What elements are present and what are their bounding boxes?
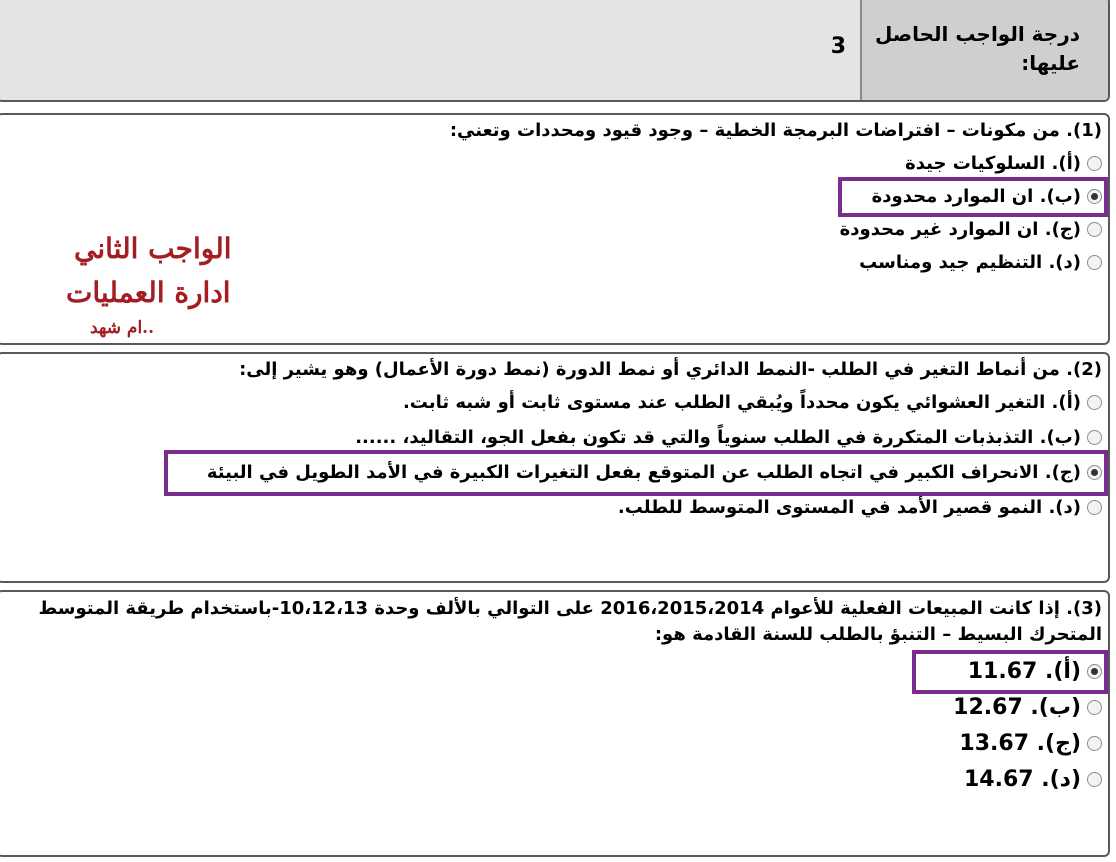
radio-button[interactable] (1087, 156, 1102, 171)
radio-button[interactable] (1087, 700, 1102, 715)
answer-option-c[interactable] (838, 214, 1102, 244)
option-label: (د). التنظيم جيد ومناسب (859, 251, 1081, 273)
watermark-title: الواجب الثاني (74, 232, 232, 265)
question-text: (3). إذا كانت المبيعات الفعلية للأعوام 2016،2015،2014 على التوالي بالألف وحدة 10،12،13-باستخدام طريقة المتوسط المتحرك البسيط – التنبؤ بالطلب للسنة القادمة هو: (38, 598, 1102, 645)
grade-label: درجة الواجب الحاصل عليها: (860, 0, 1108, 100)
answer-option-a[interactable] (401, 387, 1102, 417)
option-label: (ج). 13.67 (959, 730, 1081, 756)
grade-value: 3 (830, 34, 846, 59)
option-label: (أ). السلوكيات جيدة (905, 152, 1081, 174)
radio-button[interactable] (1087, 222, 1102, 237)
answer-option-b[interactable] (951, 692, 1102, 722)
answer-option-c[interactable] (957, 728, 1102, 758)
question-text: (2). من أنماط التغير في الطلب -النمط الدائري أو نمط الدورة (نمط دورة الأعمال) وهو يشير إلى: (239, 359, 1102, 380)
option-label: (ج). الانحراف الكبير في اتجاه الطلب عن المتوقع بفعل التغيرات الكبيرة في الأمد الطويل في البيئة (206, 461, 1081, 483)
option-label: (ج). ان الموارد غير محدودة (839, 218, 1081, 240)
answer-option-b[interactable] (870, 181, 1102, 211)
watermark-subtitle: ادارة العمليات (66, 276, 231, 309)
radio-button[interactable] (1087, 395, 1102, 410)
answer-option-a[interactable] (903, 148, 1102, 178)
radio-button[interactable] (1087, 189, 1102, 204)
question-card-3 (0, 590, 1110, 857)
radio-button[interactable] (1087, 772, 1102, 787)
option-label: (د). 14.67 (963, 766, 1081, 792)
answer-option-d[interactable] (616, 492, 1102, 522)
option-label: (أ). 11.67 (967, 658, 1081, 684)
answer-option-d[interactable] (962, 764, 1102, 794)
answer-option-c[interactable] (205, 457, 1102, 487)
radio-button[interactable] (1087, 255, 1102, 270)
radio-button[interactable] (1087, 736, 1102, 751)
radio-button[interactable] (1087, 500, 1102, 515)
radio-button[interactable] (1087, 430, 1102, 445)
radio-button[interactable] (1087, 664, 1102, 679)
answer-option-a[interactable] (966, 656, 1102, 686)
question-card-1 (0, 113, 1110, 345)
question-card-2 (0, 352, 1110, 583)
option-label: (أ). التغير العشوائي يكون محدداً ويُبقي الطلب عند مستوى ثابت أو شبه ثابت. (402, 391, 1081, 413)
option-label: (د). النمو قصير الأمد في المستوى المتوسط للطلب. (617, 496, 1081, 518)
answer-option-b[interactable] (353, 422, 1102, 452)
option-label: (ب). التذبذبات المتكررة في الطلب سنوياً والتي قد تكون بفعل الجو، التقاليد، ...... (355, 426, 1081, 448)
option-label: (ب). 12.67 (953, 694, 1081, 720)
answer-option-d[interactable] (857, 247, 1102, 277)
watermark-author: ام شهد.. (90, 318, 155, 338)
grade-panel (0, 0, 1110, 102)
option-label: (ب). ان الموارد محدودة (871, 185, 1081, 207)
question-text: (1). من مكونات – افتراضات البرمجة الخطية – وجود قيود ومحددات وتعني: (449, 120, 1102, 141)
radio-button[interactable] (1087, 465, 1102, 480)
